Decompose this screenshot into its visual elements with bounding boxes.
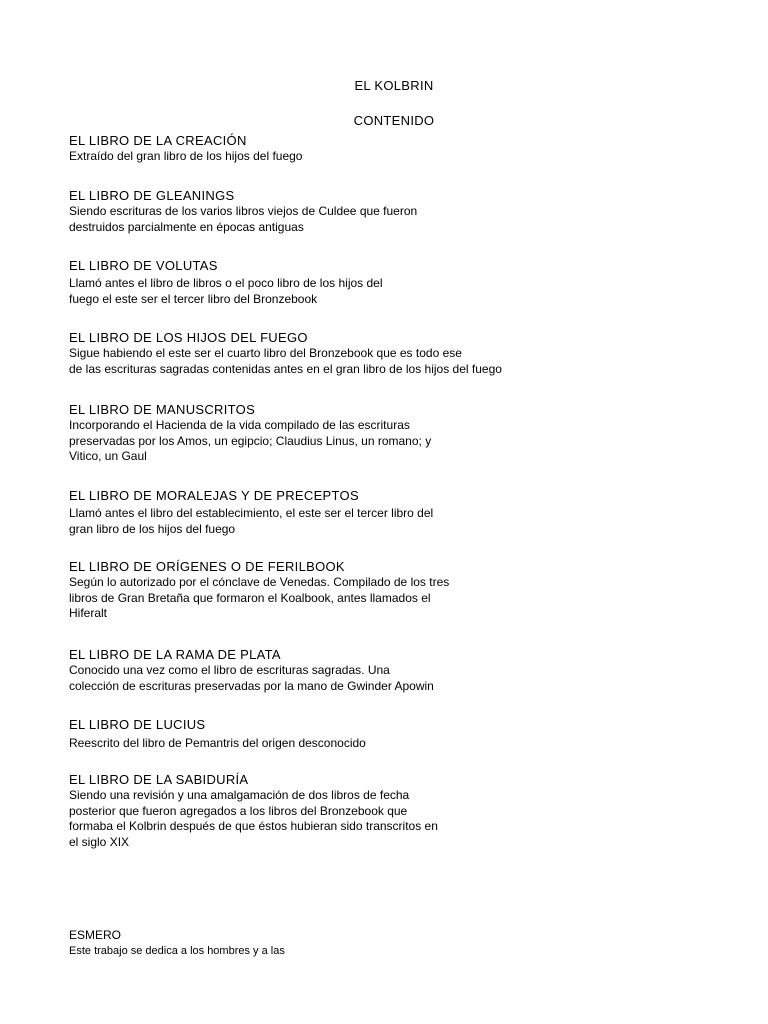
toc-section-lucius <box>69 717 729 752</box>
toc-section-line: gran libro de los hijos del fuego <box>69 521 236 536</box>
toc-section-line: Llamó antes el libro de libros o el poco libro de los hijos del <box>69 276 383 290</box>
toc-section-line: Vitico, un Gaul <box>69 449 147 463</box>
toc-section-heading: EL LIBRO DE LUCIUS <box>69 717 206 732</box>
toc-section-gleanings <box>69 188 729 235</box>
toc-section-sabiduria <box>69 772 729 850</box>
toc-section-line: posterior que fueron agregados a los libros del Bronzebook que <box>69 803 408 818</box>
toc-section-heading: EL LIBRO DE LA CREACIÓN <box>69 133 247 148</box>
toc-section-line: preservadas por los Amos, un egipcio; Claudius Linus, un romano; y <box>69 433 432 448</box>
toc-section-heading: EL LIBRO DE LOS HIJOS DEL FUEGO <box>69 330 308 345</box>
toc-section-line: fuego el este ser el tercer libro del Bronzebook <box>69 291 318 306</box>
toc-section-line: libros de Gran Bretaña que formaron el Koalbook, antes llamados el <box>69 590 431 605</box>
toc-section-heading: EL LIBRO DE VOLUTAS <box>69 258 218 273</box>
toc-section-line: de las escrituras sagradas contenidas antes en el gran libro de los hijos del fuego <box>69 361 502 376</box>
toc-section-heading: EL LIBRO DE ORÍGENES O DE FERILBOOK <box>69 559 345 574</box>
toc-section-creacion <box>69 133 729 165</box>
toc-section-line: Sigue habiendo el este ser el cuarto libro del Bronzebook que es todo ese <box>69 346 462 360</box>
toc-section-line: formaba el Kolbrin después de que éstos hubieran sido transcritos en <box>69 819 438 833</box>
document-title: EL KOLBRIN <box>354 78 434 93</box>
toc-section-line: Llamó antes el libro del establecimiento, el este ser el tercer libro del <box>69 506 434 520</box>
toc-section-origenes <box>69 559 729 622</box>
toc-section-line: destruidos parcialmente en épocas antiguas <box>69 219 304 234</box>
toc-section-line: Extraído del gran libro de los hijos del fuego <box>69 149 303 163</box>
toc-section-line: Según lo autorizado por el cónclave de Venedas. Compilado de los tres <box>69 575 450 589</box>
toc-section-heading: EL LIBRO DE MORALEJAS Y DE PRECEPTOS <box>69 488 359 503</box>
toc-section-line: Reescrito del libro de Pemantris del origen desconocido <box>69 736 366 750</box>
toc-section-line: colección de escrituras preservadas por la mano de Gwinder Apowin <box>69 678 434 693</box>
toc-section-line: Incorporando el Hacienda de la vida compilado de las escrituras <box>69 418 410 432</box>
toc-section-heading: EL LIBRO DE LA RAMA DE PLATA <box>69 647 281 662</box>
dedication-text: Este trabajo se dedica a los hombres y a las <box>69 945 285 957</box>
toc-section-volutas <box>69 258 729 307</box>
toc-section-line: Siendo escrituras de los varios libros viejos de Culdee que fueron <box>69 204 418 218</box>
document-subtitle: CONTENIDO <box>353 113 435 128</box>
toc-section-line: el siglo XIX <box>69 834 130 849</box>
toc-section-moralejas <box>69 488 729 537</box>
toc-section-manuscritos <box>69 402 729 465</box>
toc-section-line: Siendo una revisión y una amalgamación de dos libros de fecha <box>69 788 410 802</box>
toc-section-line: Conocido una vez como el libro de escrituras sagradas. Una <box>69 663 390 677</box>
toc-section-hijos-del-fuego <box>69 330 729 377</box>
toc-section-line: Hiferalt <box>69 606 108 620</box>
dedication-heading: ESMERO <box>69 928 122 942</box>
toc-section-heading: EL LIBRO DE MANUSCRITOS <box>69 402 256 417</box>
toc-section-heading: EL LIBRO DE LA SABIDURÍA <box>69 772 249 787</box>
toc-section-rama-de-plata <box>69 647 729 694</box>
toc-section-heading: EL LIBRO DE GLEANINGS <box>69 188 235 203</box>
